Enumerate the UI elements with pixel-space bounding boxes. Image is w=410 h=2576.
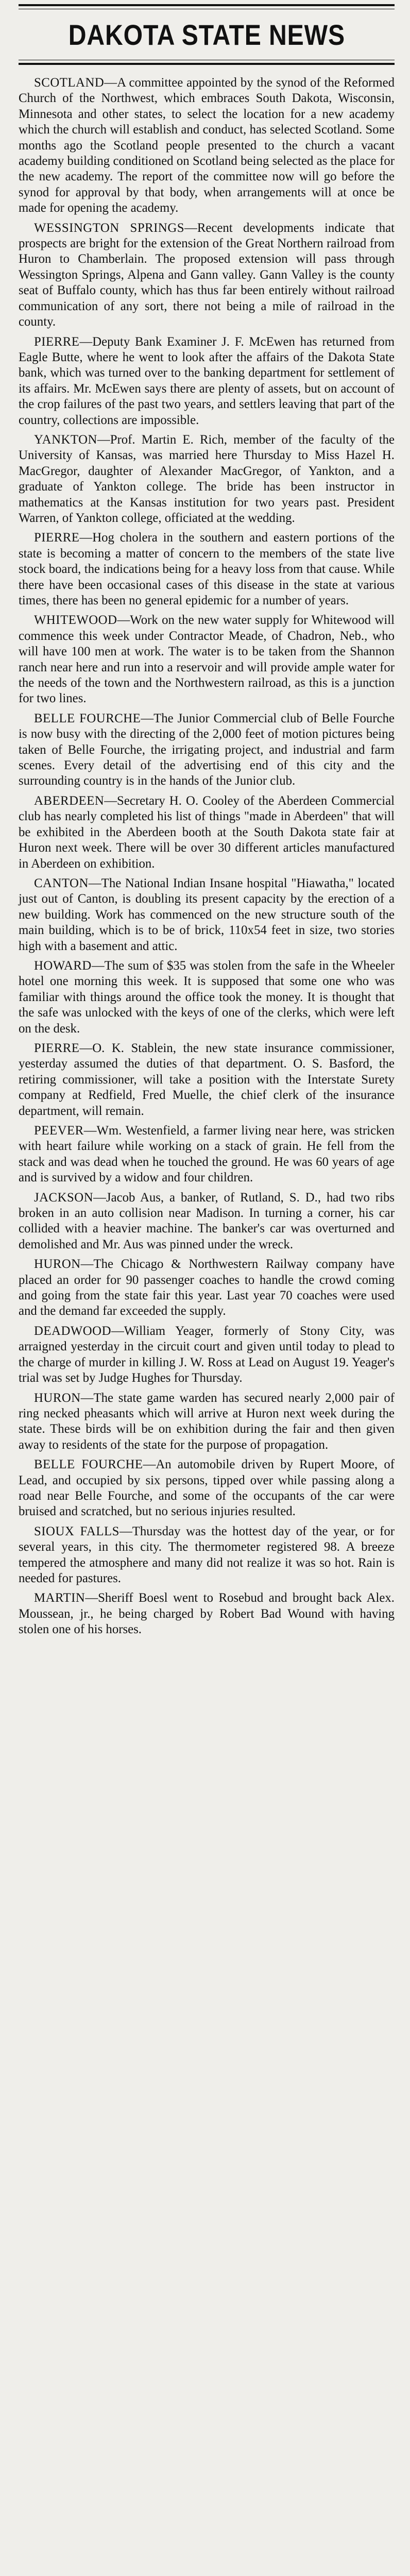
news-item: [19, 75, 395, 216]
news-item-text: —The Junior Commercial club of Belle Fourche is now busy with the directing of the 2,000 feet of motion pictures being taken of Belle Fourche, the irrigating project, and industrial and farm scenes. Every detail of the advertising end of this city and the surrounding country is in the hands of the Junior club.: [19, 711, 395, 788]
news-item: [19, 793, 395, 872]
news-item-text: —Wm. Westenfield, a farmer living near here, was stricken with heart failure while working on a stack of grain. He fell from the stack and was dead when he touched the ground. He was 60 years of age and is survived by a widow and four children.: [19, 1124, 395, 1185]
news-item-place: CANTON: [34, 876, 89, 890]
news-item-place: BELLE FOURCHE: [34, 1458, 143, 1472]
news-item-place: BELLE FOURCHE: [34, 711, 141, 725]
news-item: [19, 613, 395, 706]
news-item-text: —The Chicago & Northwestern Railway company have placed an order for 90 passenger coaches to handle the crowd coming and going from the state fair this year. Last year 70 coaches were used and the demand far exceeded the supply.: [19, 1257, 395, 1318]
news-item: [19, 221, 395, 330]
news-item-text: —The National Indian Insane hospital "Hiawatha," located just out of Canton, is doubling its present capacity by the erection of a new building. Work has commenced on the new structure south of the main building, which is to be of brick, 110x54 feet in size, two stories high with a basement and attic.: [19, 876, 395, 953]
news-item-place: PIERRE: [34, 531, 80, 545]
news-item: [19, 711, 395, 789]
news-column: [19, 75, 395, 1638]
news-item: [19, 1257, 395, 1319]
news-item: [19, 1190, 395, 1253]
news-item: [19, 530, 395, 608]
news-item-text: —The state game warden has secured nearly 2,000 pair of ring necked pheasants which will arrive at Huron next week during the state. These birds will be on exhibition during the fair and then given away to residents of the state for the purpose of propagation.: [19, 1391, 395, 1452]
news-item-place: HURON: [34, 1257, 81, 1272]
news-item-place: WHITEWOOD: [34, 613, 117, 628]
news-item-place: JACKSON: [34, 1190, 94, 1205]
news-item: [19, 876, 395, 954]
news-item: [19, 1041, 395, 1119]
news-item-text: —Secretary H. O. Cooley of the Aberdeen Commercial club has nearly completed his list of things "made in Aberdeen" that will be exhibited in the Aberdeen booth at the South Dakota state fair at Huron next week. There will be over 30 different articles manufactured in Aberdeen on exhibition.: [19, 793, 395, 871]
masthead-title: DAKOTA STATE NEWS: [68, 18, 345, 51]
news-item-text: —Jacob Aus, a banker, of Rutland, S. D., had two ribs broken in an auto collision near Madison. In turning a corner, his car collided with a heavier machine. The banker's car was overturned and demolished and Mr. Aus was pinned under the wreck.: [19, 1190, 395, 1251]
masthead: [19, 4, 395, 65]
news-item: [19, 1123, 395, 1186]
news-item: [19, 1324, 395, 1386]
news-item-place: HURON: [34, 1391, 81, 1405]
news-item-text: —Sheriff Boesl went to Rosebud and brought back Alex. Moussean, jr., he being charged by Robert Bad Wound with having stolen one of his horses.: [19, 1591, 395, 1637]
news-item-place: DEADWOOD: [34, 1324, 111, 1338]
news-item-place: HOWARD: [34, 958, 92, 973]
news-item: [19, 1457, 395, 1520]
news-item-place: ABERDEEN: [34, 793, 105, 808]
news-item-text: —Prof. Martin E. Rich, member of the faculty of the University of Kansas, was married here Thursday to Miss Hazel H. MacGregor, daughter of Alexander MacGregor, of Yankton, and a graduate of Yankton college. The bride has been instructor in mathematics at the Kansas institution for two years past. President Warren, of Yankton college, officiated at the wedding.: [19, 432, 395, 525]
news-item-text: —Recent developments indicate that prospects are bright for the extension of the Great Northern railroad from Huron to Chamberlain. The proposed extension will pass through Wessington Springs, Alpena and Gann valley. Gann Valley is the county seat of Buffalo county, which has thus far been entirely without railroad communication of any sort, there not being a mile of railroad in the county.: [19, 221, 395, 329]
news-item-place: PIERRE: [34, 1041, 80, 1055]
news-item-place: SCOTLAND: [34, 76, 105, 90]
newspaper-page: [0, 4, 410, 2576]
news-item: [19, 1524, 395, 1587]
news-item-text: —Work on the new water supply for Whitewood will commence this week under Contractor Meade, of Chadron, Neb., who will have 100 men at work. The water is to be taken from the Shannon ranch near here and run into a reservoir and will provide ample water for the needs of the town and the Northwestern railroad, as this is a junction for two lines.: [19, 613, 395, 706]
news-item-text: —The sum of $35 was stolen from the safe in the Wheeler hotel one morning this week. It is supposed that some one who was familiar with things around the office took the money. It is thought that the safe was unlocked with the keys of one of the clerks, which were left on the desk.: [19, 958, 395, 1036]
news-item-place: YANKTON: [34, 432, 97, 447]
news-item-place: WESSINGTON SPRINGS: [34, 221, 185, 235]
news-item-text: —Thursday was the hottest day of the year, or for several years, in this city. The thermometer registered 98. A breeze tempered the atmosphere and many did not realize it was so hot. Rain is needed for pastures.: [19, 1524, 395, 1585]
news-item-text: —Hog cholera in the southern and eastern portions of the state is becoming a matter of concern to the members of the state live stock board, the indications being for a heavy loss from that cause. While there have been occasional cases of this disease in the state at various times, there has been no general epidemic for a number of years.: [19, 531, 395, 607]
news-item: [19, 432, 395, 526]
news-item-place: PIERRE: [34, 334, 80, 349]
news-item-text: —William Yeager, formerly of Stony City, was arraigned yesterday in the circuit court and given until today to plead to the charge of murder in killing J. W. Ross at Lead on August 19. Yeager's trial was set by Judge Hughes for Thursday.: [19, 1324, 395, 1385]
news-item: [19, 958, 395, 1037]
news-item-place: PEEVER: [34, 1124, 84, 1138]
news-item-text: —An automobile driven by Rupert Moore, of Lead, and occupied by six persons, tipped over while passing along a road near Belle Fourche, and some of the occupants of the car were bruised and scratched, but no serious injuries resulted.: [19, 1458, 395, 1519]
news-item-text: —O. K. Stablein, the new state insurance commissioner, yesterday assumed the duties of that department. O. S. Basford, the retiring commissioner, will take a position with the Interstate Surety company at Redfield, Fred Muelle, the chief clerk of the insurance department, will remain.: [19, 1041, 395, 1118]
news-item-place: SIOUX FALLS: [34, 1524, 119, 1538]
news-item-text: —A committee appointed by the synod of the Reformed Church of the Northwest, which embraces South Dakota, Wisconsin, Minnesota and other states, to select the location for a new academy which the church will establish and conduct, has selected Scotland. Some months ago the Scotland people presented to the church a vacant academy building conditioned on Scotland being selected as the place for the new academy. The report of the committee now will go before the synod for approval by that body, when arrangements will at once be made for opening the academy.: [19, 76, 395, 215]
news-item: [19, 1590, 395, 1637]
news-item-text: —Deputy Bank Examiner J. F. McEwen has returned from Eagle Butte, where he went to look after the affairs of the Dakota State bank, which was turned over to the banking department for settlement of its affairs. Mr. McEwen says there are plenty of assets, but on account of the crop failures of the past two years, and settlers leaving that part of the country, collections are impossible.: [19, 334, 395, 427]
news-item: [19, 1391, 395, 1453]
news-item-place: MARTIN: [34, 1591, 86, 1605]
news-item: [19, 334, 395, 428]
